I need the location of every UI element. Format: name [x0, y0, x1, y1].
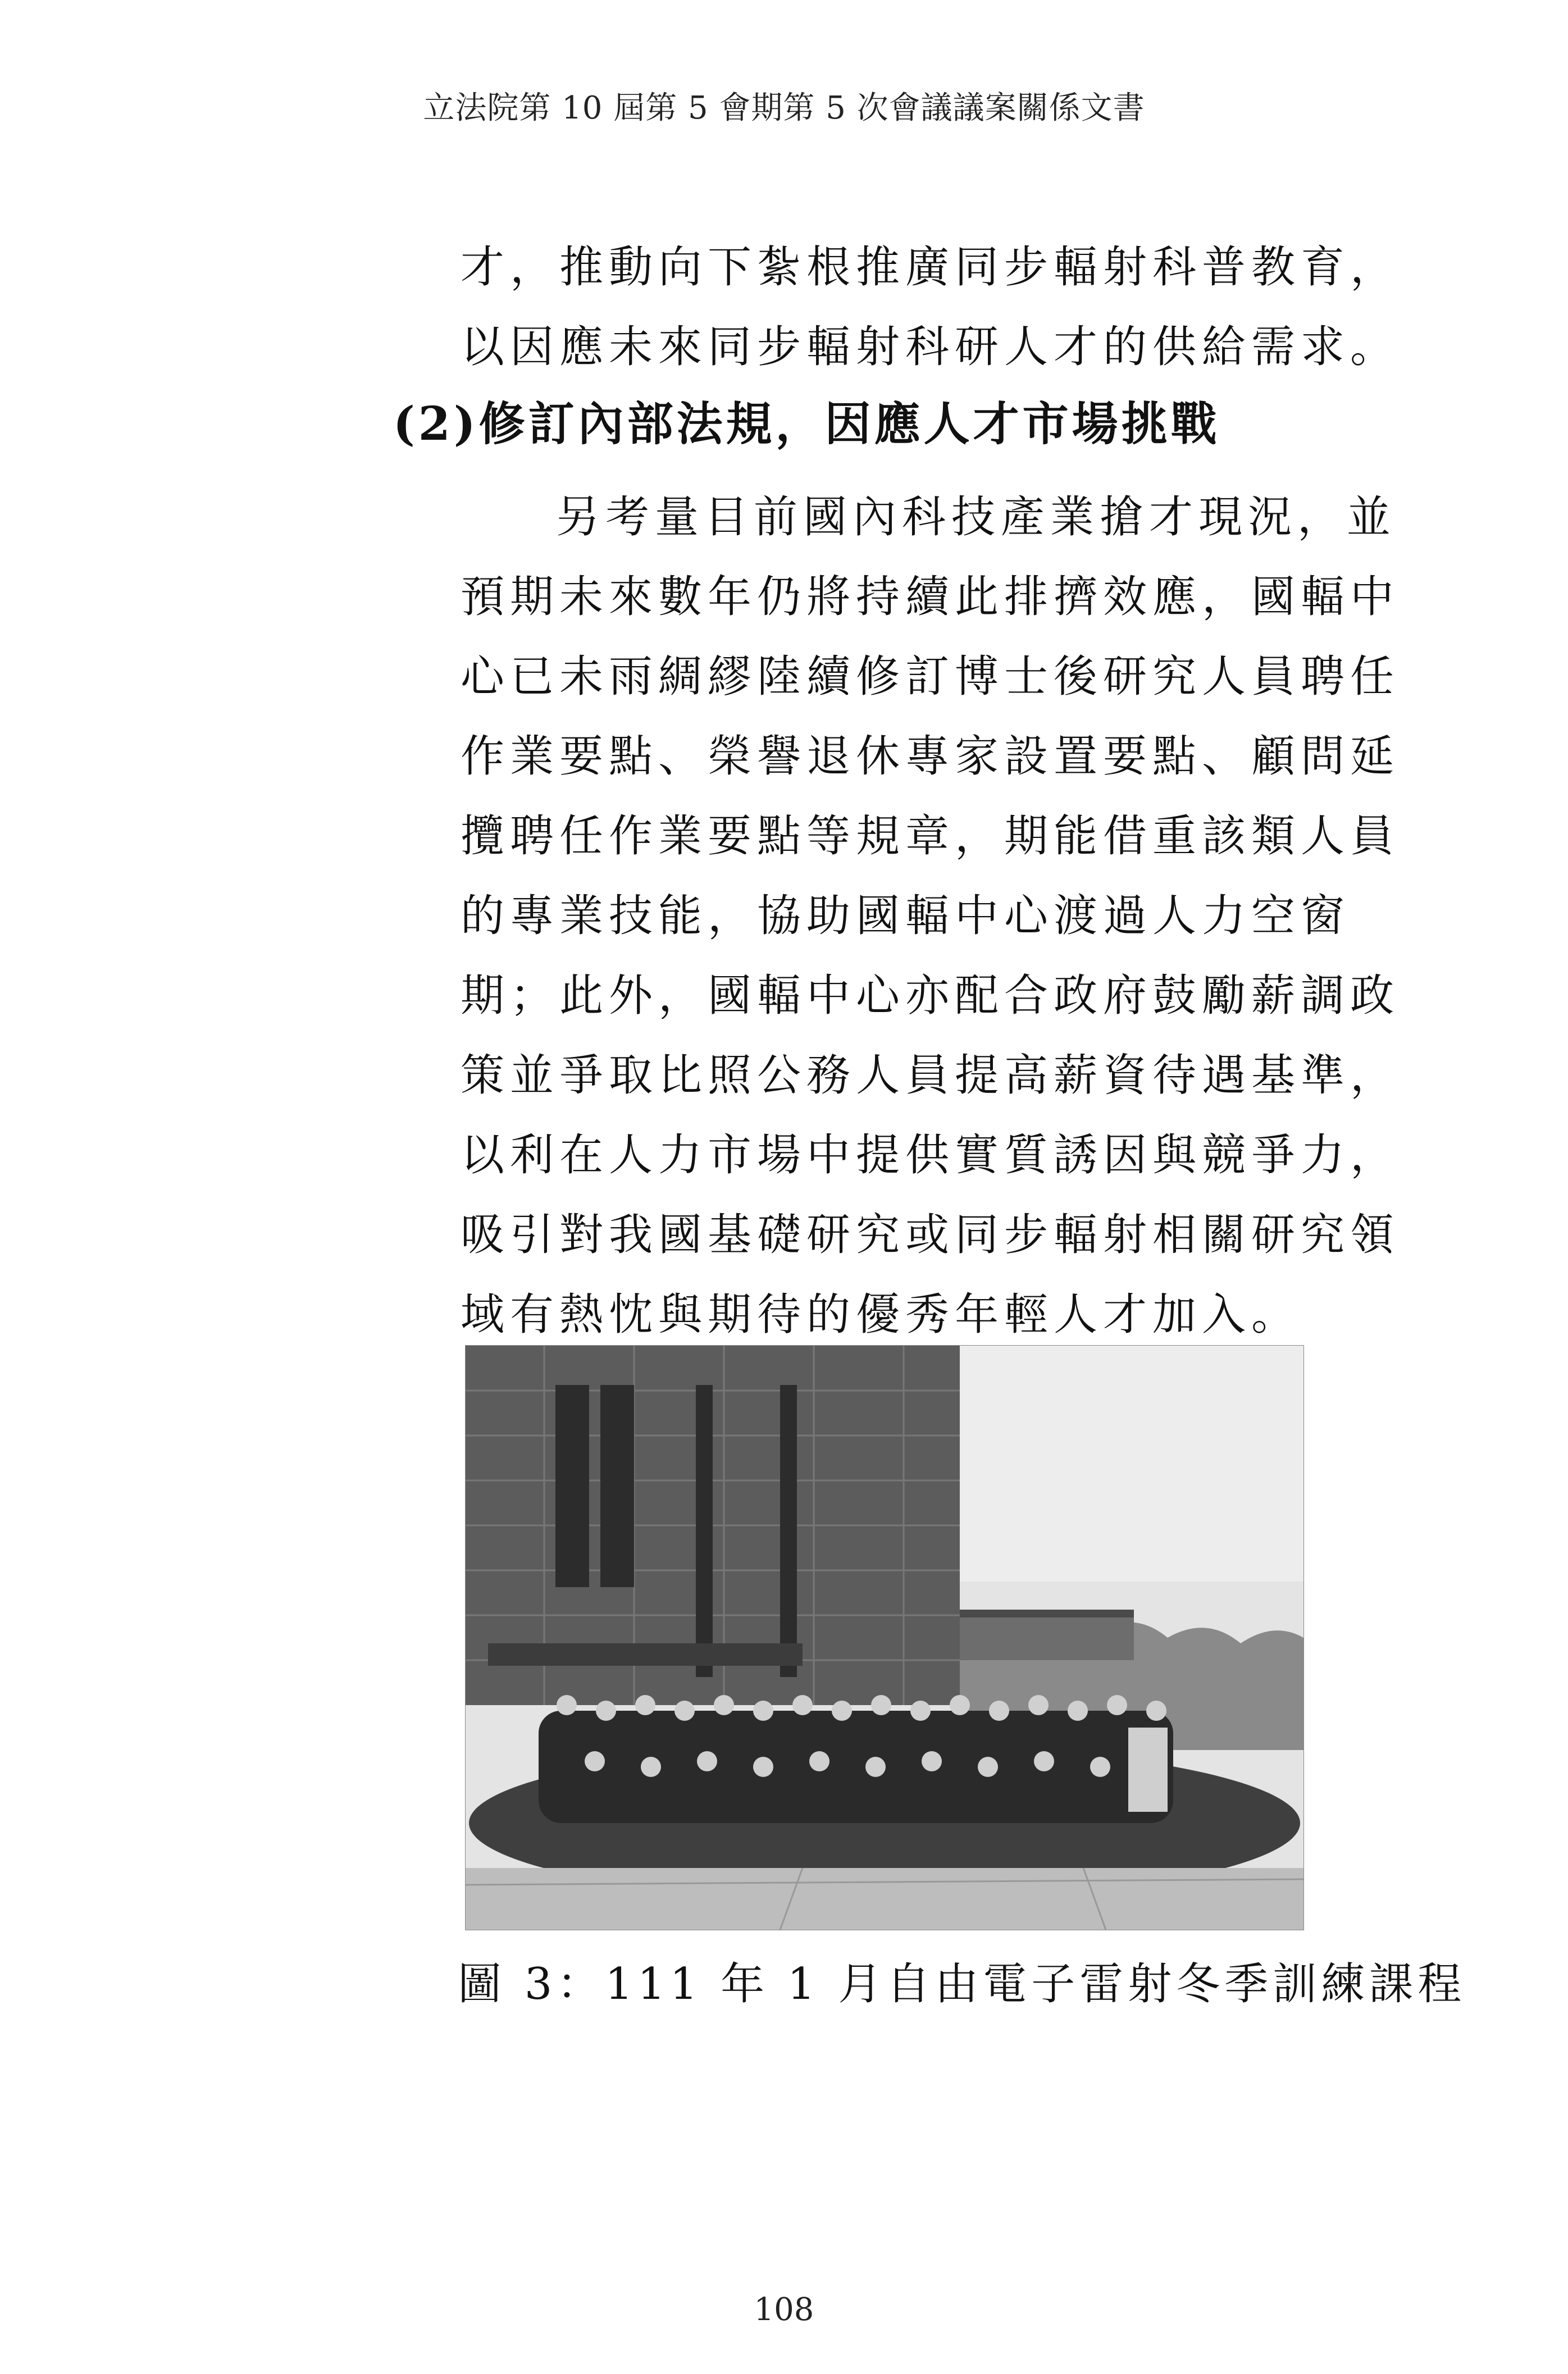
document-header: 立法院第 10 屆第 5 會期第 5 次會議議案關係文書 — [423, 90, 1145, 126]
paragraph-main: 另考量目前國內科技產業搶才現況，並預期未來數年仍將持續此排擠效應，國輻中心已未雨綢繆陸續修訂博士後研究人員聘任作業要點、榮譽退休專家設置要點、顧問延攬聘任作業要點等規章，期能借重該類人員的專業技能，協助國輻中心渡過人力空窗期；此外，國輻中心亦配合政府鼓勵薪調政策並爭取比照公務人員提高薪資待遇基準，以利在人力市場中提供實質誘因與競爭力，吸引對我國基礎研究或同步輻射相關研究領域有熱忱與期待的優秀年輕人才加入。 — [461, 492, 1400, 1340]
paragraph-continued: 才，推動向下紮根推廣同步輻射科普教育，以因應未來同步輻射科研人才的供給需求。 — [461, 242, 1400, 372]
figure-photo — [465, 1345, 1304, 1930]
section-heading: (2)修訂內部法規，因應人才市場挑戰 — [393, 397, 1220, 451]
page-number: 108 — [754, 2291, 814, 2328]
figure-caption: 圖 3：111 年 1 月自由電子雷射冬季訓練課程 — [458, 1959, 1466, 2010]
